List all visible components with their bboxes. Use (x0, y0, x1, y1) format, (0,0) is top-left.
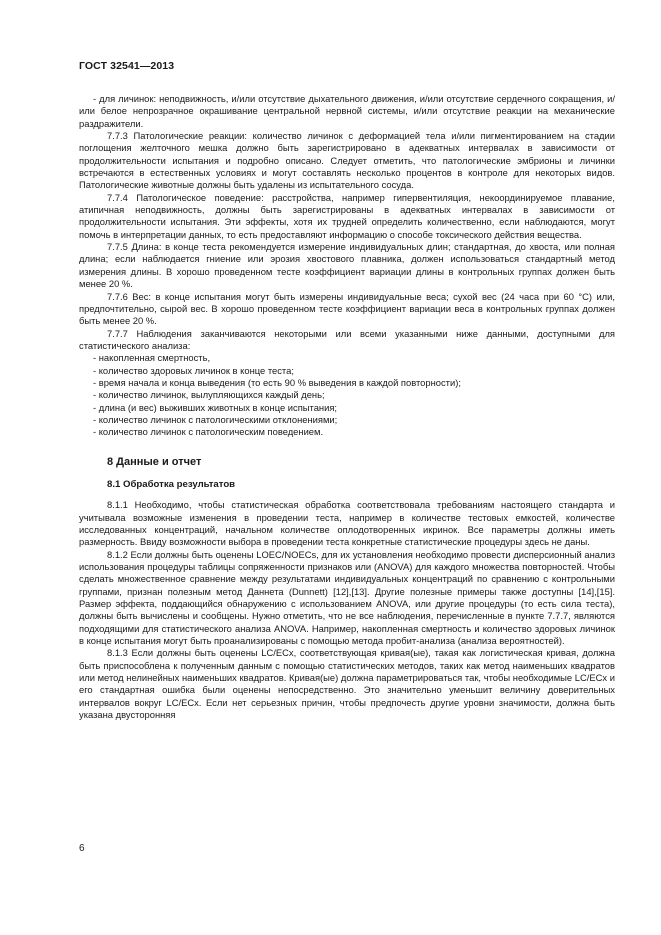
paragraph-8-1-3: 8.1.3 Если должны быть оценены LC/ECx, соответствующая кривая(ые), такая как логистическая кривая, должна быть приспособлена к полученным данным с помощью статистических методов, таких как метод наименьших квадратов или метод нелинейных наименьших квадратов. Кривая(ые) должна параметрироваться так, чтобы необходимые LC/ECx и его стандартная ошибка были оценены непосредственно. Это значительно уменьшит величину доверительных интервалов вокруг LC/ECx. Если нет серьезных причин, чтобы предпочесть другие уровни значимости, должна быть указана двусторонняя (79, 647, 615, 721)
observations-list (79, 352, 615, 438)
paragraph-7-7-4: 7.7.4 Патологическое поведение: расстройства, например гипервентиляция, некоординируемое плавание, атипичная неподвижность, должны быть зарегистрированы в адекватных интервалах в зависимости от продолжительности испытания. Эти эффекты, хотя их трудней определить количественно, если наблюдаются, могут помочь в интерпретации данных, то есть предоставляют информацию о способе токсического действия вещества. (79, 191, 615, 240)
paragraph-7-7-3: 7.7.3 Патологические реакции: количество личинок с деформацией тела и/или пигментированием на стадии поглощения желточного мешка должно быть зарегистрировано в адекватных интервалах в зависимости от продолжительности испытания и подробно описано. Следует отметить, что патологические эмбрионы и личинки встречаются в естественных условиях и могут составлять несколько процентов в контроле для некоторых видов. Патологические животные должны быть удалены из испытательного сосуда. (79, 130, 615, 191)
section-8-heading: 8 Данные и отчет (107, 455, 202, 468)
list-item: - количество личинок с патологическим поведением. (93, 426, 324, 438)
list-item: - длина (и вес) выживших животных в конце испытания; (93, 401, 338, 413)
list-item: - накопленная смертность, (93, 352, 211, 364)
list-item: - количество личинок с патологическими отклонениями; (93, 413, 338, 425)
document-body (79, 93, 615, 722)
paragraph-7-7-5: 7.7.5 Длина: в конце теста рекомендуется измерение индивидуальных длин; стандартная, до хвоста, или полная длина; если наблюдается гниение или эрозия хвостового плавника, должен использоваться стандартный метод измерения длины. В хорошо проведенном тесте коэффициент вариации длины в контрольных группах должен быть менее 20 %. (79, 241, 615, 290)
intro-dash-paragraph: - для личинок: неподвижность, и/или отсутствие дыхательного движения, и/или отсутствие сердечного сокращения, и/или белое непрозрачное окрашивание центральной нервной системы, и/или отсутствие реакции на механические раздражители. (79, 93, 615, 129)
paragraph-7-7-6: 7.7.6 Вес: в конце испытания могут быть измерены индивидуальные веса; сухой вес (24 часа при 60 °C) или, предпочтительно, сырой вес. В хорошо проведенном тесте коэффициент вариации веса в контрольных группах должен быть менее 20 %. (79, 290, 615, 327)
section-8-1-heading: 8.1 Обработка результатов (107, 478, 236, 490)
page-number: 6 (79, 843, 85, 854)
paragraph-8-1-2: 8.1.2 Если должны быть оценены LOEC/NOECs, для их установления необходимо провести дисперсионный анализ использования процедуры таблицы сопряженности признаков или (ANOVA) для каждого множества повторностей. Чтобы сделать множественное сравнение между результатами индивидуальных концентраций по сравнению с контрольными группами, признан полезным метод Даннета (Dunnett) [12],[13]. Другие полезные примеры также доступны [14],[15]. Размер эффекта, поддающийся обнаружению с использованием ANOVA, или другие процедуры (то есть сила теста), должны быть вычислены и сообщены. Нужно отметить, что не все наблюдения, перечисленные в пункте 7.7.7, являются подходящими для статистического анализа ANOVA. Например, накопленная смертность и количество здоровых личинок в конце испытания могут быть проанализированы с помощью метода пробит-анализа (анализа вероятностей). (79, 548, 615, 647)
list-item: - количество личинок, вылупляющихся каждый день; (93, 389, 325, 401)
paragraph-8-1-1: 8.1.1 Необходимо, чтобы статистическая обработка соответствовала требованиям настоящего стандарта и учитывала возможные изменения в проведении теста, например в количестве тестовых емкостей, количестве исследованных концентраций, начальном количестве оплодотворенных икринок. Все параметры должны иметь размерность. Ввиду возможности выбора в проведении теста конкретные статистические процедуры здесь не даны. (79, 499, 615, 548)
list-item: - количество здоровых личинок в конце теста; (93, 364, 294, 376)
paragraph-7-7-7: 7.7.7 Наблюдения заканчиваются некоторыми или всеми указанными ниже данными, доступными для статистического анализа: (79, 327, 615, 351)
list-item: - время начала и конца выведения (то есть 90 % выведения в каждой повторности); (93, 376, 461, 388)
document-header-code: ГОСТ 32541—2013 (79, 60, 175, 72)
